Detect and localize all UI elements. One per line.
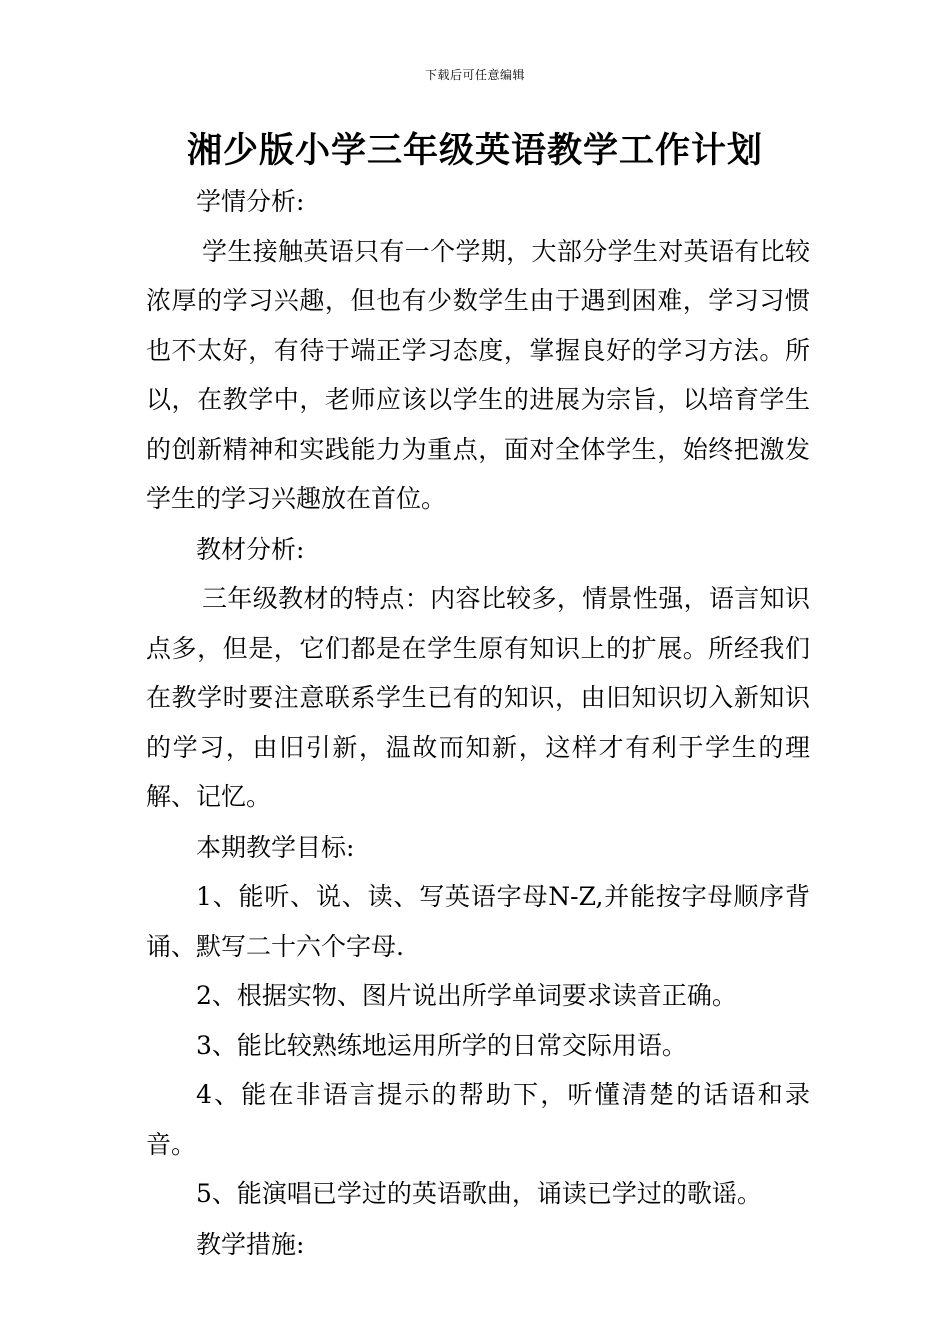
goal-item: 4、能在非语言提示的帮助下，听懂清楚的话语和录音。 bbox=[146, 1080, 810, 1159]
document-title: 湘少版小学三年级英语教学工作计划 bbox=[186, 131, 763, 171]
goal-item: 5、能演唱已学过的英语歌曲，诵读已学过的歌谣。 bbox=[196, 1179, 762, 1208]
section-paragraph-learning-analysis: 学生接触英语只有一个学期，大部分学生对英语有比较浓厚的学习兴趣，但也有少数学生由于遇到困难，学习习惯也不太好，有待于端正学习态度，掌握良好的学习方法。所以，在教学中，老师应该以学生的进展为宗旨，以培育学生的创新精神和实践能力为重点，面对全体学生，始终把激发学生的学习兴趣放在首位。 bbox=[146, 236, 810, 513]
section-paragraph-textbook-analysis: 三年级教材的特点：内容比较多，情景性强，语言知识点多，但是，它们都是在学生原有知识上的扩展。所经我们在教学时要注意联系学生已有的知识，由旧知识切入新知识的学习，由旧引新，温故而知新，这样才有利于学生的理解、记忆。 bbox=[146, 584, 810, 811]
goal-item: 1、能听、说、读、写英语字母N-Z,并能按字母顺序背诵、默写二十六个字母. bbox=[146, 882, 810, 961]
header-note: 下载后可任意编辑 bbox=[424, 68, 525, 82]
section-heading-measures: 教学措施: bbox=[196, 1229, 305, 1259]
document-body bbox=[146, 176, 810, 1269]
section-heading-learning-analysis: 学情分析: bbox=[196, 187, 305, 216]
section-heading-goals: 本期教学目标: bbox=[196, 832, 355, 862]
goal-item: 3、能比较熟练地运用所学的日常交际用语。 bbox=[196, 1030, 687, 1060]
goal-item: 2、根据实物、图片说出所学单词要求读音正确。 bbox=[196, 981, 737, 1010]
section-heading-textbook-analysis: 教材分析: bbox=[196, 534, 305, 564]
